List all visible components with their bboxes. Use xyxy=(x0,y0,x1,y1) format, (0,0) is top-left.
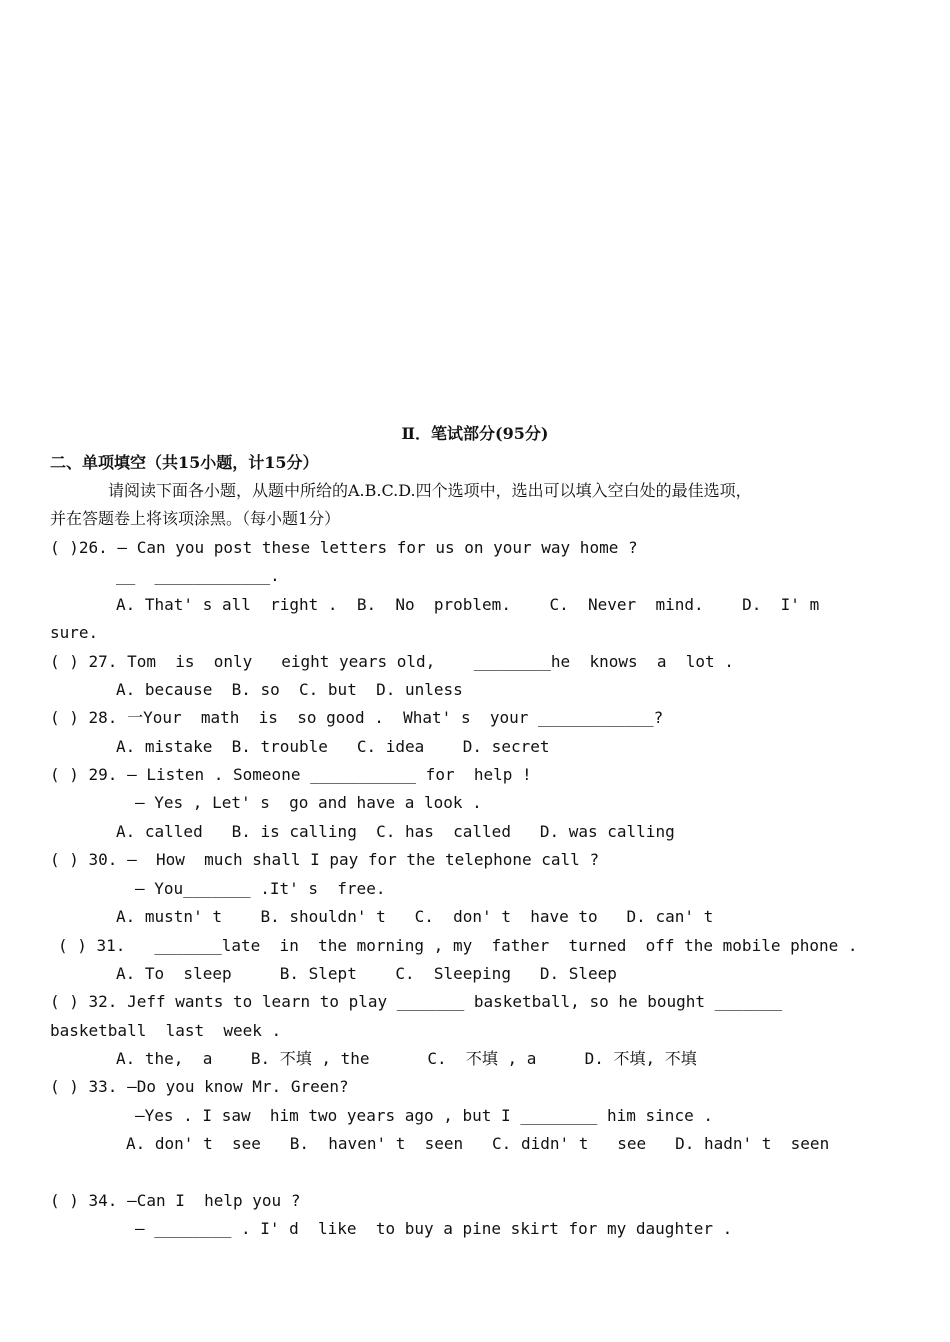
question-30: ( ) 30. — How much shall I pay for the telephone call ? xyxy=(50,850,600,869)
question-27: ( ) 27. Tom is only eight years old, ________he knows a lot . xyxy=(50,652,734,671)
question-30-options: A. mustn' t B. shouldn' t C. don' t have to D. can' t xyxy=(116,907,714,926)
question-26-answer-blank: __ ____________. xyxy=(116,566,280,585)
question-32-options: A. the, a B. 不填 , the C. 不填 , a D. 不填, 不填 xyxy=(116,1049,697,1068)
question-27-options: A. because B. so C. but D. unless xyxy=(116,680,463,699)
question-28-options: A. mistake B. trouble C. idea D. secret xyxy=(116,737,550,756)
question-30-reply: — You_______ .It' s free. xyxy=(135,879,386,898)
question-32: ( ) 32. Jeff wants to learn to play _______ basketball, so he bought _______ xyxy=(50,992,783,1011)
question-32-cont: basketball last week . xyxy=(50,1021,282,1040)
instruction-line-2: 并在答题卷上将该项涂黑。（每小题1分） xyxy=(50,509,341,528)
question-26: ( )26. — Can you post these letters for us on your way home ? xyxy=(50,538,638,557)
question-33: ( ) 33. —Do you know Mr. Green? xyxy=(50,1077,349,1096)
section-heading: 二、单项填空（共15小题，计15分） xyxy=(50,453,319,472)
question-33-reply: —Yes . I saw him two years ago , but I ________ him since . xyxy=(135,1106,713,1125)
question-31: ( ) 31. _______late in the morning , my father turned off the mobile phone . xyxy=(58,936,858,955)
question-34-reply: — ________ . I' d like to buy a pine skirt for my daughter . xyxy=(135,1219,733,1238)
question-26-options: A. That' s all right . B. No problem. C. Never mind. D. I' m xyxy=(116,595,820,614)
question-31-options: A. To sleep B. Slept C. Sleeping D. Sleep xyxy=(116,964,617,983)
question-28: ( ) 28. 一Your math is so good . What' s your ____________? xyxy=(50,708,664,727)
question-29-reply: — Yes , Let' s go and have a look . xyxy=(135,793,482,812)
question-34: ( ) 34. —Can I help you ? xyxy=(50,1191,301,1210)
question-29: ( ) 29. — Listen . Someone ___________ for help ! xyxy=(50,765,532,784)
page-title: Ⅱ．笔试部分(95分) xyxy=(401,424,549,443)
question-33-options: A. don' t see B. haven' t seen C. didn' t see D. hadn' t seen xyxy=(126,1134,830,1153)
instruction-line-1: 请阅读下面各小题，从题中所给的A.B.C.D.四个选项中，选出可以填入空白处的最佳选项， xyxy=(108,481,752,500)
question-29-options: A. called B. is calling C. has called D. was calling xyxy=(116,822,675,841)
question-26-options-cont: sure. xyxy=(50,623,99,642)
